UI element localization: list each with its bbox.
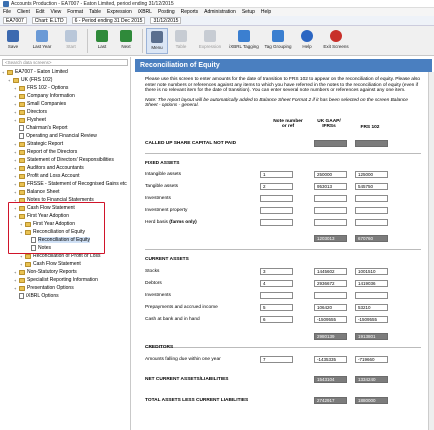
tangible-frs102[interactable]: 545750 (355, 183, 388, 190)
cash-note[interactable]: 6 (260, 316, 293, 323)
tree-item[interactable] (0, 164, 130, 172)
document-icon (19, 125, 24, 131)
investments-fa-ukgaap[interactable] (314, 195, 347, 202)
tree-item[interactable] (0, 276, 130, 284)
menu-reports[interactable]: Reports (180, 9, 199, 15)
tree-item[interactable] (0, 124, 130, 132)
next-button[interactable]: Next (115, 28, 137, 54)
app-icon (3, 1, 9, 7)
current-total-frs102: 1913801 (355, 333, 388, 340)
expand-toggle-icon[interactable]: + (14, 277, 17, 283)
investments-fa-note[interactable] (260, 195, 293, 202)
vertical-scrollbar[interactable] (428, 72, 434, 430)
folder-icon (25, 262, 31, 267)
divider (145, 347, 421, 348)
tree-item-label: Auditors and Accountants (27, 165, 84, 171)
expand-toggle-icon[interactable]: + (14, 197, 17, 203)
prepayments-frs102[interactable]: 53210 (355, 304, 388, 311)
folder-icon (13, 78, 19, 83)
called-up-ukgaap[interactable] (314, 140, 347, 147)
expand-toggle-icon[interactable]: + (14, 189, 17, 195)
tree-item[interactable] (0, 140, 130, 148)
folder-icon (19, 102, 25, 107)
tree-search-input[interactable]: <Search data screens> (2, 59, 128, 66)
folder-icon (19, 286, 25, 291)
tree-item[interactable] (0, 76, 130, 84)
intangible-note[interactable]: 1 (260, 171, 293, 178)
tree-item[interactable] (0, 268, 130, 276)
folder-icon (19, 278, 25, 283)
start-icon (65, 30, 77, 42)
folder-icon (19, 174, 25, 179)
investments-ca-label: Investments (145, 293, 171, 298)
divider (145, 153, 421, 154)
down-arrow-icon (120, 30, 132, 42)
tangible-label: Tangible assets (145, 184, 179, 189)
stocks-label: Stocks (145, 269, 160, 274)
help-icon (301, 30, 313, 42)
tree-item-label: Company Information (27, 93, 75, 99)
exit-screens-button[interactable]: Exit Screens (320, 28, 352, 54)
tree-item-label: Reconciliation of Equity (38, 237, 90, 243)
called-up-label: CALLED UP SHARE CAPITAL NOT PAID (145, 141, 237, 146)
table-button[interactable]: Table (170, 28, 192, 54)
folder-icon (19, 110, 25, 115)
cash-frs102[interactable]: -1509555 (355, 316, 388, 323)
expand-toggle-icon[interactable]: + (14, 205, 17, 211)
tree-item[interactable] (0, 132, 130, 140)
current-total-ukgaap: 2980139 (314, 333, 347, 340)
date-field[interactable]: 31/12/2015 (150, 17, 181, 24)
expand-toggle-icon[interactable]: + (14, 93, 17, 99)
tree-item-label: Flysheet (27, 117, 46, 123)
save-button[interactable]: Save (2, 28, 24, 54)
stocks-note[interactable]: 3 (260, 268, 293, 275)
tree-item[interactable] (0, 108, 130, 116)
menu-client[interactable]: Client (17, 9, 30, 15)
tree-item-label: Reconciliation of Equity (33, 229, 85, 235)
client-code-field[interactable]: EA7007 (3, 17, 27, 24)
period-field[interactable]: 6 - Period ending 31 Dec 2015 (72, 17, 146, 24)
expression-icon (204, 30, 216, 42)
called-up-frs102[interactable] (355, 140, 388, 147)
tree-item-label: EA7007 - Eaton Limited (15, 69, 68, 75)
tree-item[interactable] (0, 284, 130, 292)
tree-item-label: Cash Flow Statement (33, 261, 81, 267)
tree-item[interactable] (0, 92, 130, 100)
document-icon (19, 293, 24, 299)
toolbar-separator (87, 29, 88, 53)
toolbar-separator (142, 29, 143, 53)
tree-item-label: Presentation Options (27, 285, 74, 291)
intangible-frs102[interactable]: 125000 (355, 171, 388, 178)
expand-toggle-icon[interactable]: + (20, 221, 23, 227)
expand-toggle-icon[interactable]: + (20, 261, 23, 267)
tree-item-label: Strategic Report (27, 141, 64, 147)
intangible-ukgaap[interactable]: 250000 (314, 171, 347, 178)
divider (145, 249, 421, 250)
stocks-ukgaap[interactable]: 1445602 (314, 268, 347, 275)
investments-ca-frs102[interactable] (355, 292, 388, 299)
menu-table[interactable]: Table (89, 9, 102, 15)
window-title: Accounts Production - EA7007 - Eaton Limited, period ending 31/12/2015 (11, 0, 174, 7)
expand-toggle-icon[interactable]: + (14, 157, 17, 163)
creditors-due-frs102[interactable]: -719660 (355, 356, 388, 363)
tag-grouping-icon (272, 30, 284, 42)
menu-icon (151, 31, 163, 43)
current-assets-heading: CURRENT ASSETS (145, 257, 189, 262)
menu-administration[interactable]: Administration (204, 9, 236, 15)
tree-item-label: Statement of Directors' Responsibilities (27, 157, 114, 163)
debtors-ukgaap[interactable]: 2936672 (314, 280, 347, 287)
menu-expression[interactable]: Expression (107, 9, 132, 15)
investments-ca-note[interactable] (260, 292, 293, 299)
folder-icon (19, 94, 25, 99)
tree-item[interactable] (0, 148, 130, 156)
folder-icon (19, 118, 25, 123)
table-icon (175, 30, 187, 42)
exit-icon (330, 30, 342, 42)
tree-item[interactable] (0, 172, 130, 180)
expression-button[interactable]: Expression (194, 28, 226, 54)
folder-icon (19, 270, 25, 275)
start-button[interactable]: Start (60, 28, 82, 54)
tree-item-label: Notes (38, 245, 52, 251)
investment-property-note[interactable] (260, 207, 293, 214)
col-header-note: Note number or ref (273, 119, 303, 129)
expand-toggle-icon[interactable]: + (14, 181, 17, 187)
tree-item[interactable] (0, 68, 130, 76)
tree-item-label: Directors (27, 109, 48, 115)
expand-toggle-icon[interactable]: + (14, 269, 17, 275)
tree-item[interactable] (0, 188, 130, 196)
ixbrl-tagging-button[interactable]: iXBRL Tagging (228, 28, 260, 54)
tag-grouping-button[interactable]: Tag Grouping (262, 28, 294, 54)
last-button[interactable]: Last (91, 28, 113, 54)
investments-ca-ukgaap[interactable] (314, 292, 347, 299)
prepayments-note[interactable]: 5 (260, 304, 293, 311)
investment-property-frs102[interactable] (355, 207, 388, 214)
intro-paragraph: Please use this screen to enter amounts for the date of transition to FRS 102 to appear on the reconciliation of equity. Please also enter note numbers or references against any items to which you have referred in the notes to the reconciliation of equity (even if there is no relevant item for the date of transition). You can enter several note numbers or references against any one item. (145, 77, 421, 93)
page-title: Reconciliation of Equity (135, 59, 432, 72)
tree-item-label: First Year Adoption (27, 213, 69, 219)
expand-toggle-icon[interactable]: + (20, 229, 23, 235)
menu-button[interactable]: Menu (146, 28, 168, 54)
tree-item[interactable] (0, 260, 130, 268)
total-assets-label: TOTAL ASSETS LESS CURRENT LIABILITIES (145, 398, 249, 403)
menu-posting[interactable]: Posting (157, 9, 175, 15)
expand-toggle-icon[interactable]: + (14, 101, 17, 107)
folder-icon (25, 254, 31, 259)
tree-item-label: Reconciliation of Profit or Loss (33, 253, 101, 259)
stocks-frs102[interactable]: 1001510 (355, 268, 388, 275)
folder-icon (19, 190, 25, 195)
expand-toggle-icon[interactable]: + (14, 173, 17, 179)
herd-basis-frs102[interactable] (355, 219, 388, 226)
herd-basis-ukgaap[interactable] (314, 219, 347, 226)
tree-item-label: First Year Adoption (33, 221, 75, 227)
tangible-note[interactable]: 2 (260, 183, 293, 190)
tree-item-label: Non-Statutory Reports (27, 269, 77, 275)
main-panel (133, 57, 434, 430)
folder-icon (19, 166, 25, 171)
tree-item[interactable] (0, 292, 130, 300)
tree-item[interactable] (0, 156, 130, 164)
expand-toggle-icon[interactable]: + (8, 77, 11, 83)
fixed-total-ukgaap: 1203013 (314, 235, 347, 242)
intro-text (145, 77, 421, 113)
folder-icon (19, 158, 25, 163)
expand-toggle-icon[interactable]: + (14, 109, 17, 115)
up-arrow-icon (96, 30, 108, 42)
debtors-label: Debtors (145, 281, 162, 286)
folder-icon (19, 182, 25, 187)
net-current-frs102: 1334240 (355, 376, 388, 383)
menu-edit[interactable]: Edit (35, 9, 45, 15)
creditors-heading: CREDITORS (145, 345, 174, 350)
net-current-ukgaap: 1543104 (314, 376, 347, 383)
folder-icon (19, 150, 25, 155)
cash-label: Cash at bank and in hand (145, 317, 200, 322)
tree-item[interactable] (0, 116, 130, 124)
investments-fa-frs102[interactable] (355, 195, 388, 202)
tangible-ukgaap[interactable]: 953013 (314, 183, 347, 190)
window-titlebar (0, 0, 434, 8)
tree-item-label: FRS 102 - Options (27, 85, 69, 91)
navigation-tree (0, 57, 131, 430)
tree-item[interactable] (0, 100, 130, 108)
col-header-ukgaap: UK GAAP/ IFRSs (317, 119, 341, 129)
toolbar (0, 26, 434, 56)
tree-item-label: UK (FRS 102) (21, 77, 53, 83)
fixed-assets-heading: FIXED ASSETS (145, 161, 180, 166)
tree-item-label: iXBRL Options (26, 293, 59, 299)
expand-toggle-icon[interactable]: + (14, 117, 17, 123)
tree-item-label: Report of the Directors (27, 149, 78, 155)
menu-format[interactable]: Format (67, 9, 84, 15)
expand-toggle-icon[interactable]: + (14, 141, 17, 147)
tree-item-label: FRSSE - Statement of Recognised Gains etc (27, 181, 127, 187)
menu-bar (0, 8, 434, 16)
chart-field[interactable]: Chart: E.LTD (32, 17, 67, 24)
calendar-icon (36, 30, 48, 42)
folder-icon (19, 142, 25, 147)
ixbrl-icon (238, 30, 250, 42)
intro-note: Note: The report layout will be automatically added to Balance Sheet Format 2 if it has been selected on the screen Balance Sheet - options - general. (145, 97, 408, 108)
prepayments-label: Prepayments and accrued income (145, 305, 218, 310)
tree-item[interactable] (0, 180, 130, 188)
expand-toggle-icon[interactable]: + (20, 253, 23, 259)
creditors-due-note[interactable]: 7 (260, 356, 293, 363)
debtors-frs102[interactable]: 1419036 (355, 280, 388, 287)
total-assets-frs102: 1880000 (355, 397, 388, 404)
menu-help[interactable]: Help (260, 9, 272, 15)
cash-ukgaap[interactable]: -1509555 (314, 316, 347, 323)
tree-item-label: Operating and Financial Review (26, 133, 97, 139)
tree-item[interactable] (0, 84, 130, 92)
expand-toggle-icon[interactable]: + (14, 85, 17, 91)
investment-property-label: Investment property (145, 208, 188, 213)
expand-toggle-icon[interactable]: + (14, 149, 17, 155)
herd-basis-note[interactable] (260, 219, 293, 226)
document-icon (19, 133, 24, 139)
creditors-due-ukgaap[interactable]: -1435335 (314, 356, 347, 363)
net-current-label: NET CURRENT ASSETS/LIABILITIES (145, 377, 229, 382)
help-button[interactable]: Help (296, 28, 318, 54)
tree-item-label: Specialist Reporting Information (27, 277, 98, 283)
creditors-due-label: Amounts falling due within one year (145, 357, 221, 362)
client-info-bar (0, 16, 434, 26)
debtors-note[interactable]: 4 (260, 280, 293, 287)
menu-file[interactable]: File (3, 9, 12, 15)
menu-setup[interactable]: Setup (241, 9, 255, 15)
investment-property-ukgaap[interactable] (314, 207, 347, 214)
tree-list (0, 68, 130, 300)
investments-fa-label: Investments (145, 196, 171, 201)
menu-ixbrl[interactable]: iXBRL (137, 9, 152, 15)
intangible-label: Intangible assets (145, 172, 182, 177)
expand-toggle-icon[interactable]: + (2, 69, 5, 75)
herd-basis-label: Herd basis (farms only) (145, 220, 197, 225)
last-year-button[interactable]: Last Year (26, 28, 58, 54)
tree-item-label: Cash Flow Statement (27, 205, 75, 211)
tree-item-label: Small Companies (27, 101, 67, 107)
tree-item-label: Profit and Loss Account (27, 173, 80, 179)
prepayments-ukgaap[interactable]: 106420 (314, 304, 347, 311)
tree-item-label: Balance Sheet (27, 189, 60, 195)
expand-toggle-icon[interactable]: + (14, 213, 17, 219)
folder-icon (19, 86, 25, 91)
fixed-total-frs102: 670760 (355, 235, 388, 242)
expand-toggle-icon[interactable]: + (14, 285, 17, 291)
col-header-frs102: FRS 102 (360, 125, 380, 130)
expand-toggle-icon[interactable]: + (14, 165, 17, 171)
highlight-box (8, 202, 105, 254)
total-assets-ukgaap: 2742917 (314, 397, 347, 404)
save-icon (7, 30, 19, 42)
folder-icon (7, 70, 13, 75)
menu-view[interactable]: View (50, 9, 62, 15)
tree-item-label: Notes to Financial Statements (27, 197, 94, 203)
tree-item-label: Chairman's Report (26, 125, 68, 131)
